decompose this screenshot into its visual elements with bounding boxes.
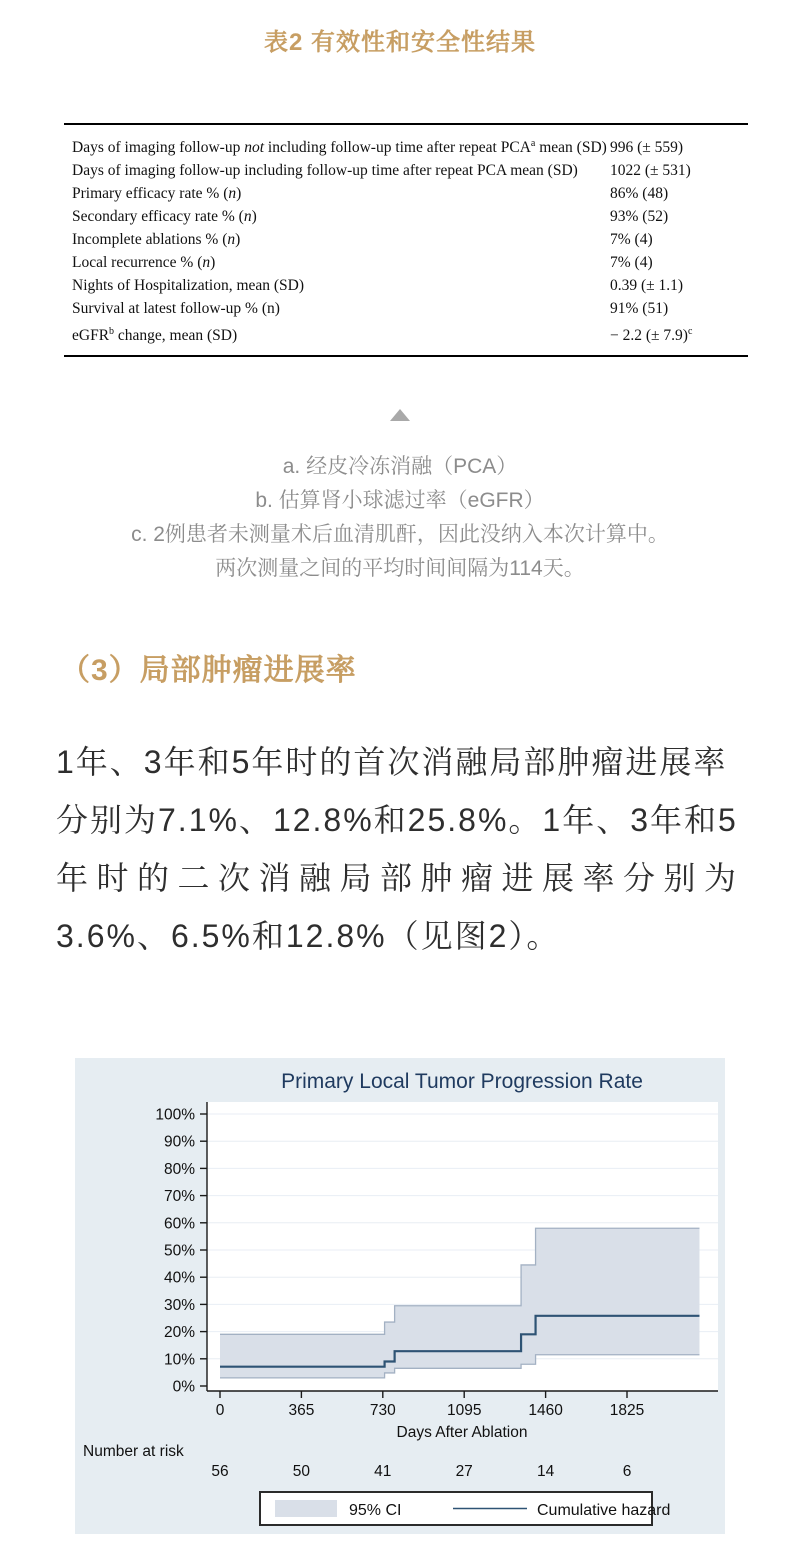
efficacy-safety-table — [64, 123, 748, 357]
y-tick-label: 70% — [163, 1188, 195, 1206]
row-value: − 2.2 (± 7.9)$^c$ — [610, 326, 693, 345]
paragraph-line: 分别为7.1%、12.8%和25.8%。1年、3年和5 — [56, 802, 738, 838]
table-row — [64, 228, 748, 251]
body-paragraph — [56, 733, 756, 965]
y-tick-label: 0% — [172, 1378, 195, 1396]
row-value: 7% (4) — [610, 254, 653, 272]
table-row — [64, 205, 748, 228]
legend-ci-label: 95% CI — [349, 1502, 402, 1519]
y-tick-label: 40% — [163, 1269, 195, 1287]
footnote-line: c. 2例患者未测量术后血清肌酐，因此没纳入本次计算中。 — [131, 523, 669, 546]
x-tick-label: 1460 — [528, 1402, 563, 1419]
number-at-risk-value: 56 — [211, 1463, 229, 1480]
row-value: 86% (48) — [610, 185, 669, 203]
table-row — [64, 297, 748, 320]
row-label: Incomplete ablations % (n) — [72, 231, 241, 249]
number-at-risk-label: Number at risk — [83, 1443, 184, 1460]
footnote-line: 两次测量之间的平均时间间隔为114天。 — [215, 557, 585, 580]
row-label: Primary efficacy rate % (n) — [72, 185, 242, 203]
x-tick-label: 365 — [288, 1402, 315, 1419]
number-at-risk-value: 27 — [455, 1463, 473, 1480]
row-label: Local recurrence % (n) — [72, 254, 216, 272]
row-value: 996 (± 559) — [610, 139, 684, 157]
row-label: Days of imaging follow-up including follow-up time after repeat PCA mean (SD) — [72, 162, 578, 180]
row-label: Survival at latest follow-up % (n) — [72, 300, 280, 318]
up-triangle-icon — [390, 409, 410, 421]
table-row — [64, 182, 748, 205]
paragraph-line: 3.6%、6.5%和12.8%（见图2）。 — [56, 918, 561, 954]
legend-ci-swatch — [275, 1500, 337, 1517]
table-row — [64, 132, 748, 159]
row-value: 91% (51) — [610, 300, 669, 318]
y-tick-label: 60% — [163, 1215, 195, 1233]
table-row — [64, 251, 748, 274]
footnote-line: b. 估算肾小球滤过率（eGFR） — [255, 489, 545, 512]
footnote-line: a. 经皮冷冻消融（PCA） — [282, 455, 518, 478]
x-axis-label: Days After Ablation — [396, 1424, 528, 1441]
y-tick-label: 20% — [163, 1324, 195, 1342]
y-tick-label: 90% — [163, 1133, 195, 1151]
row-value: 1022 (± 531) — [610, 162, 691, 180]
page-title: 表2 有效性和安全性结果 — [263, 29, 536, 56]
number-at-risk-value: 14 — [536, 1463, 555, 1480]
row-label: eGFR$^b$ change, mean (SD) — [72, 326, 238, 345]
row-label: Nights of Hospitalization, mean (SD) — [72, 277, 305, 295]
row-value: 0.39 (± 1.1) — [610, 277, 684, 295]
y-tick-label: 50% — [163, 1242, 195, 1260]
row-label: Secondary efficacy rate % (n) — [72, 208, 257, 226]
y-tick-label: 30% — [163, 1296, 195, 1314]
x-tick-label: 0 — [215, 1402, 225, 1419]
table-row — [64, 320, 748, 347]
row-label: Days of imaging follow-up not including follow-up time after repeat PCA$^a$ mean (SD) — [72, 138, 607, 157]
x-tick-label: 1825 — [609, 1402, 645, 1419]
survival-chart-svg — [75, 1058, 725, 1534]
y-tick-label: 80% — [163, 1160, 195, 1178]
section-heading: （3）局部肿瘤进展率 — [60, 654, 357, 687]
number-at-risk-value: 6 — [622, 1463, 632, 1480]
paragraph-line: 1年、3年和5年时的首次消融局部肿瘤进展率 — [56, 744, 728, 780]
chart-title: Primary Local Tumor Progression Rate — [281, 1070, 643, 1093]
table-row — [64, 159, 748, 182]
y-tick-label: 10% — [163, 1351, 195, 1369]
y-tick-label: 100% — [155, 1106, 195, 1124]
x-tick-label: 1095 — [446, 1402, 482, 1419]
legend-hazard-label: Cumulative hazard — [537, 1502, 671, 1519]
table-row — [64, 274, 748, 297]
table-footnotes — [0, 450, 800, 586]
row-value: 7% (4) — [610, 231, 653, 249]
number-at-risk-value: 41 — [374, 1463, 392, 1480]
paragraph-line: 年时的二次消融局部肿瘤进展率分别为 — [56, 860, 745, 896]
row-value: 93% (52) — [610, 208, 669, 226]
number-at-risk-value: 50 — [292, 1463, 311, 1480]
x-tick-label: 730 — [369, 1402, 396, 1419]
progression-rate-chart — [75, 1058, 725, 1534]
